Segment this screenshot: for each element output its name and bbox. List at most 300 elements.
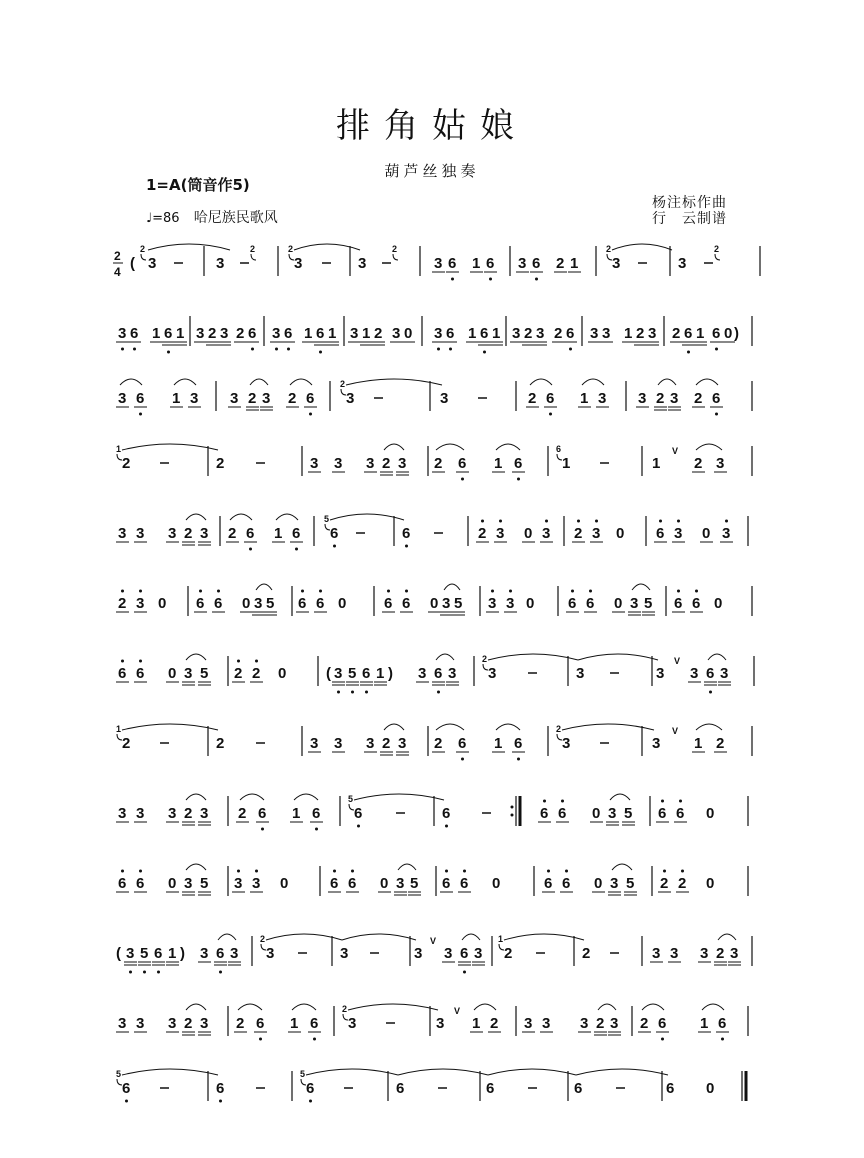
octave-dot bbox=[133, 348, 136, 351]
octave-dot bbox=[139, 870, 142, 873]
time-sig-top: 2 bbox=[114, 249, 121, 263]
octave-dot bbox=[275, 348, 278, 351]
note: 6 bbox=[154, 945, 163, 962]
octave-dot bbox=[301, 590, 304, 593]
octave-dot bbox=[509, 590, 512, 593]
paren: ( bbox=[116, 945, 121, 962]
slur bbox=[398, 1069, 488, 1075]
note: 1 bbox=[168, 945, 177, 962]
note: 0 bbox=[338, 595, 347, 612]
slur bbox=[612, 864, 632, 870]
note: 3 bbox=[234, 875, 243, 892]
note: 6 bbox=[118, 665, 127, 682]
note: 1 bbox=[304, 325, 313, 342]
slur bbox=[186, 1004, 206, 1010]
octave-dot bbox=[255, 660, 258, 663]
grace-hook bbox=[393, 254, 398, 260]
note: 3 bbox=[136, 525, 145, 542]
note: 3 bbox=[512, 325, 521, 342]
note: 3 bbox=[340, 945, 349, 962]
octave-dot bbox=[309, 1100, 312, 1103]
note: 6 bbox=[684, 325, 693, 342]
note: 3 bbox=[126, 945, 135, 962]
note: 1 bbox=[624, 325, 633, 342]
note: 3 bbox=[678, 255, 687, 272]
note: 3 bbox=[294, 255, 303, 272]
note: 3 bbox=[434, 325, 443, 342]
note: 0 bbox=[724, 325, 733, 342]
note: 6 bbox=[666, 1080, 675, 1097]
grace-hook bbox=[251, 254, 256, 260]
note: 3 bbox=[630, 595, 639, 612]
slur bbox=[122, 1069, 218, 1075]
note: 3 bbox=[648, 325, 657, 342]
repeat-dot bbox=[511, 814, 514, 817]
note: 6 bbox=[130, 325, 139, 342]
subtitle: 葫芦丝独奏 bbox=[384, 162, 480, 180]
slur bbox=[582, 379, 604, 385]
note: 3 bbox=[392, 325, 401, 342]
note: 3 bbox=[334, 455, 343, 472]
slur bbox=[562, 724, 654, 730]
note: 5 bbox=[644, 595, 653, 612]
octave-dot bbox=[387, 590, 390, 593]
octave-dot bbox=[139, 590, 142, 593]
grace-note: 2 bbox=[250, 244, 256, 254]
note: 6 bbox=[514, 735, 523, 752]
note: 2 bbox=[636, 325, 645, 342]
slur bbox=[250, 379, 268, 385]
staff-line-svg bbox=[112, 782, 762, 842]
note: 1 bbox=[328, 325, 337, 342]
octave-dot bbox=[679, 800, 682, 803]
octave-dot bbox=[199, 590, 202, 593]
note: 1 bbox=[492, 325, 501, 342]
note: 2 bbox=[694, 390, 703, 407]
octave-dot bbox=[449, 348, 452, 351]
note: 1 bbox=[472, 255, 481, 272]
slur bbox=[488, 654, 578, 660]
note: 1 bbox=[152, 325, 161, 342]
note: 1 bbox=[494, 735, 503, 752]
note: 6 bbox=[486, 255, 495, 272]
slur bbox=[488, 1069, 576, 1075]
note: 6 bbox=[330, 875, 339, 892]
octave-dot bbox=[405, 545, 408, 548]
note: 0 bbox=[706, 875, 715, 892]
slur bbox=[496, 724, 520, 730]
octave-dot bbox=[121, 660, 124, 663]
breath-mark: V bbox=[430, 936, 437, 946]
slur bbox=[238, 1004, 262, 1010]
note: 3 bbox=[610, 875, 619, 892]
note: 3 bbox=[448, 665, 457, 682]
slur bbox=[496, 444, 520, 450]
note: 3 bbox=[506, 595, 515, 612]
octave-dot bbox=[565, 870, 568, 873]
paren: ( bbox=[130, 255, 135, 272]
slur bbox=[696, 724, 722, 730]
octave-dot bbox=[309, 413, 312, 416]
note: 3 bbox=[440, 390, 449, 407]
note: 3 bbox=[690, 665, 699, 682]
key-signature: 1=A(筒音作5) bbox=[146, 176, 250, 194]
slur bbox=[342, 934, 416, 940]
note: 0 bbox=[702, 525, 711, 542]
note: 1 bbox=[290, 1015, 299, 1032]
note: 6 bbox=[718, 1015, 727, 1032]
note: 6 bbox=[316, 595, 325, 612]
time-sig-bottom: 4 bbox=[114, 265, 121, 279]
slur bbox=[294, 794, 318, 800]
note: 1 bbox=[700, 1015, 709, 1032]
grace-note: 2 bbox=[714, 244, 720, 254]
note: 3 bbox=[252, 875, 261, 892]
note: 6 bbox=[196, 595, 205, 612]
note: 2 bbox=[122, 455, 131, 472]
note: 2 bbox=[216, 735, 225, 752]
note: 2 bbox=[490, 1015, 499, 1032]
grace-note: 1 bbox=[498, 934, 504, 944]
staff-line-svg bbox=[112, 992, 762, 1052]
note: 2 bbox=[236, 1015, 245, 1032]
octave-dot bbox=[461, 478, 464, 481]
arranger-credit: 行 云制谱 bbox=[652, 211, 727, 227]
note: 6 bbox=[312, 805, 321, 822]
note: 2 bbox=[556, 255, 565, 272]
note: 6 bbox=[442, 805, 451, 822]
note: 3 bbox=[444, 945, 453, 962]
note: 6 bbox=[480, 325, 489, 342]
note: 3 bbox=[652, 735, 661, 752]
note: 6 bbox=[692, 595, 701, 612]
note: 6 bbox=[574, 1080, 583, 1097]
octave-dot bbox=[725, 520, 728, 523]
octave-dot bbox=[237, 870, 240, 873]
note: 2 bbox=[672, 325, 681, 342]
octave-dot bbox=[295, 548, 298, 551]
note: 6 bbox=[458, 735, 467, 752]
note: 6 bbox=[442, 875, 451, 892]
note: 5 bbox=[140, 945, 149, 962]
note: 3 bbox=[200, 1015, 209, 1032]
note: 3 bbox=[590, 325, 599, 342]
note: 3 bbox=[118, 805, 127, 822]
note: 6 bbox=[568, 595, 577, 612]
note: 0 bbox=[242, 595, 251, 612]
note: 3 bbox=[310, 735, 319, 752]
octave-dot bbox=[121, 870, 124, 873]
note: 3 bbox=[398, 735, 407, 752]
note: 3 bbox=[118, 390, 127, 407]
breath-mark: V bbox=[672, 726, 679, 736]
note: 5 bbox=[348, 665, 357, 682]
note: 3 bbox=[720, 665, 729, 682]
note: 0 bbox=[714, 595, 723, 612]
octave-dot bbox=[589, 590, 592, 593]
octave-dot bbox=[249, 548, 252, 551]
slur bbox=[398, 864, 416, 870]
note: 3 bbox=[638, 390, 647, 407]
note: 5 bbox=[624, 805, 633, 822]
note: 2 bbox=[528, 390, 537, 407]
slur bbox=[436, 724, 464, 730]
note: 6 bbox=[676, 805, 685, 822]
note: 3 bbox=[612, 255, 621, 272]
slur bbox=[276, 514, 298, 520]
note: 3 bbox=[576, 665, 585, 682]
note: 6 bbox=[330, 525, 339, 542]
octave-dot bbox=[577, 520, 580, 523]
note: 0 bbox=[706, 1080, 715, 1097]
octave-dot bbox=[405, 590, 408, 593]
octave-dot bbox=[517, 758, 520, 761]
octave-dot bbox=[319, 590, 322, 593]
note: 6 bbox=[566, 325, 575, 342]
note: 2 bbox=[656, 390, 665, 407]
slur bbox=[148, 244, 230, 250]
slur bbox=[186, 654, 206, 660]
note: 6 bbox=[558, 805, 567, 822]
octave-dot bbox=[219, 971, 222, 974]
slur bbox=[632, 584, 650, 590]
octave-dot bbox=[715, 413, 718, 416]
note: 6 bbox=[460, 875, 469, 892]
note: 0 bbox=[526, 595, 535, 612]
octave-dot bbox=[695, 590, 698, 593]
slur bbox=[436, 444, 464, 450]
staff-line-svg bbox=[112, 1057, 762, 1117]
octave-dot bbox=[445, 825, 448, 828]
note: 2 bbox=[216, 455, 225, 472]
note: 6 bbox=[396, 1080, 405, 1097]
octave-dot bbox=[561, 800, 564, 803]
octave-dot bbox=[287, 348, 290, 351]
slur bbox=[642, 1004, 664, 1010]
octave-dot bbox=[677, 590, 680, 593]
note: 6 bbox=[658, 1015, 667, 1032]
octave-dot bbox=[545, 520, 548, 523]
octave-dot bbox=[261, 828, 264, 831]
note: 2 bbox=[208, 325, 217, 342]
octave-dot bbox=[315, 828, 318, 831]
slur bbox=[186, 794, 206, 800]
score-row bbox=[112, 712, 762, 772]
note: 6 bbox=[248, 325, 257, 342]
octave-dot bbox=[437, 691, 440, 694]
octave-dot bbox=[157, 971, 160, 974]
note: 6 bbox=[316, 325, 325, 342]
octave-dot bbox=[663, 870, 666, 873]
note: 0 bbox=[492, 875, 501, 892]
paren: ( bbox=[326, 665, 331, 682]
note: 2 bbox=[640, 1015, 649, 1032]
note: 2 bbox=[678, 875, 687, 892]
octave-dot bbox=[709, 691, 712, 694]
octave-dot bbox=[333, 545, 336, 548]
grace-note: 2 bbox=[340, 379, 346, 389]
note: 3 bbox=[358, 255, 367, 272]
note: 1 bbox=[570, 255, 579, 272]
note: 6 bbox=[540, 805, 549, 822]
note: 3 bbox=[366, 735, 375, 752]
octave-dot bbox=[661, 800, 664, 803]
page-title: 排角姑娘 bbox=[336, 106, 528, 146]
octave-dot bbox=[259, 1038, 262, 1041]
note: 1 bbox=[362, 325, 371, 342]
note: 6 bbox=[448, 255, 457, 272]
note: 1 bbox=[694, 735, 703, 752]
note: 3 bbox=[562, 735, 571, 752]
score-row bbox=[112, 992, 762, 1052]
slur bbox=[708, 654, 726, 660]
note: 3 bbox=[168, 525, 177, 542]
note: 6 bbox=[562, 875, 571, 892]
grace-note: 2 bbox=[482, 654, 488, 664]
octave-dot bbox=[143, 971, 146, 974]
slur bbox=[658, 379, 676, 385]
note: 0 bbox=[524, 525, 533, 542]
octave-dot bbox=[489, 278, 492, 281]
note: 3 bbox=[414, 945, 423, 962]
note: 3 bbox=[334, 665, 343, 682]
octave-dot bbox=[251, 348, 254, 351]
note: 2 bbox=[288, 390, 297, 407]
note: 2 bbox=[236, 325, 245, 342]
octave-dot bbox=[481, 520, 484, 523]
note: 6 bbox=[306, 1080, 315, 1097]
note: 3 bbox=[200, 945, 209, 962]
note: 6 bbox=[298, 595, 307, 612]
note: 3 bbox=[652, 945, 661, 962]
note: 3 bbox=[524, 1015, 533, 1032]
slur bbox=[696, 444, 722, 450]
note: 6 bbox=[486, 1080, 495, 1097]
note: 3 bbox=[230, 945, 239, 962]
slur bbox=[696, 379, 718, 385]
note: 0 bbox=[280, 875, 289, 892]
note: 2 bbox=[434, 735, 443, 752]
note: 3 bbox=[602, 325, 611, 342]
note: 3 bbox=[592, 525, 601, 542]
note: 3 bbox=[730, 945, 739, 962]
note: 6 bbox=[136, 665, 145, 682]
note: 6 bbox=[712, 390, 721, 407]
note: 6 bbox=[674, 595, 683, 612]
octave-dot bbox=[337, 691, 340, 694]
octave-dot bbox=[121, 590, 124, 593]
slur bbox=[436, 654, 454, 660]
note: 0 bbox=[404, 325, 413, 342]
slur bbox=[384, 444, 404, 450]
note: 2 bbox=[716, 735, 725, 752]
repeat-dot bbox=[511, 806, 514, 809]
score-row bbox=[112, 232, 762, 292]
note: 1 bbox=[472, 1015, 481, 1032]
note: 6 bbox=[216, 945, 225, 962]
octave-dot bbox=[139, 413, 142, 416]
breath-mark: V bbox=[454, 1006, 461, 1016]
note: 3 bbox=[398, 455, 407, 472]
note: 3 bbox=[518, 255, 527, 272]
note: 3 bbox=[220, 325, 229, 342]
note: 6 bbox=[214, 595, 223, 612]
grace-note: 2 bbox=[140, 244, 146, 254]
note: 2 bbox=[234, 665, 243, 682]
slur bbox=[122, 724, 218, 730]
note: 6 bbox=[384, 595, 393, 612]
note: 2 bbox=[382, 455, 391, 472]
note: 3 bbox=[656, 665, 665, 682]
note: 2 bbox=[596, 1015, 605, 1032]
staff-line-svg bbox=[112, 432, 762, 492]
octave-dot bbox=[715, 348, 718, 351]
slur bbox=[474, 1004, 496, 1010]
note: 3 bbox=[136, 805, 145, 822]
note: 0 bbox=[616, 525, 625, 542]
octave-dot bbox=[237, 660, 240, 663]
slur bbox=[292, 1004, 316, 1010]
octave-dot bbox=[357, 825, 360, 828]
octave-dot bbox=[547, 870, 550, 873]
slur bbox=[444, 584, 460, 590]
note: 3 bbox=[488, 595, 497, 612]
note: 6 bbox=[514, 455, 523, 472]
note: 3 bbox=[670, 945, 679, 962]
note: 6 bbox=[136, 875, 145, 892]
octave-dot bbox=[445, 870, 448, 873]
note: 1 bbox=[494, 455, 503, 472]
staff-line-svg bbox=[112, 232, 762, 292]
note: 3 bbox=[674, 525, 683, 542]
octave-dot bbox=[217, 590, 220, 593]
note: 5 bbox=[626, 875, 635, 892]
grace-note: 1 bbox=[116, 444, 122, 454]
octave-dot bbox=[463, 870, 466, 873]
octave-dot bbox=[681, 870, 684, 873]
slur bbox=[578, 654, 658, 660]
note: 6 bbox=[216, 1080, 225, 1097]
note: 6 bbox=[136, 390, 145, 407]
octave-dot bbox=[255, 870, 258, 873]
octave-dot bbox=[461, 758, 464, 761]
slur bbox=[186, 514, 206, 520]
note: 6 bbox=[656, 525, 665, 542]
octave-dot bbox=[365, 691, 368, 694]
note: 0 bbox=[706, 805, 715, 822]
note: 0 bbox=[158, 595, 167, 612]
note: 2 bbox=[248, 390, 257, 407]
note: 6 bbox=[284, 325, 293, 342]
note: 2 bbox=[582, 945, 591, 962]
slur bbox=[384, 724, 404, 730]
octave-dot bbox=[351, 870, 354, 873]
slur bbox=[610, 794, 630, 800]
octave-dot bbox=[483, 351, 486, 354]
note: 3 bbox=[488, 665, 497, 682]
note: 3 bbox=[272, 325, 281, 342]
note: 6 bbox=[402, 525, 411, 542]
note: 3 bbox=[580, 1015, 589, 1032]
slur bbox=[240, 794, 264, 800]
note: 3 bbox=[542, 1015, 551, 1032]
note: 5 bbox=[200, 875, 209, 892]
slur bbox=[576, 1069, 668, 1075]
octave-dot bbox=[569, 348, 572, 351]
staff-line-svg bbox=[112, 502, 762, 562]
note: 6 bbox=[586, 595, 595, 612]
tempo-marking bbox=[146, 207, 278, 227]
